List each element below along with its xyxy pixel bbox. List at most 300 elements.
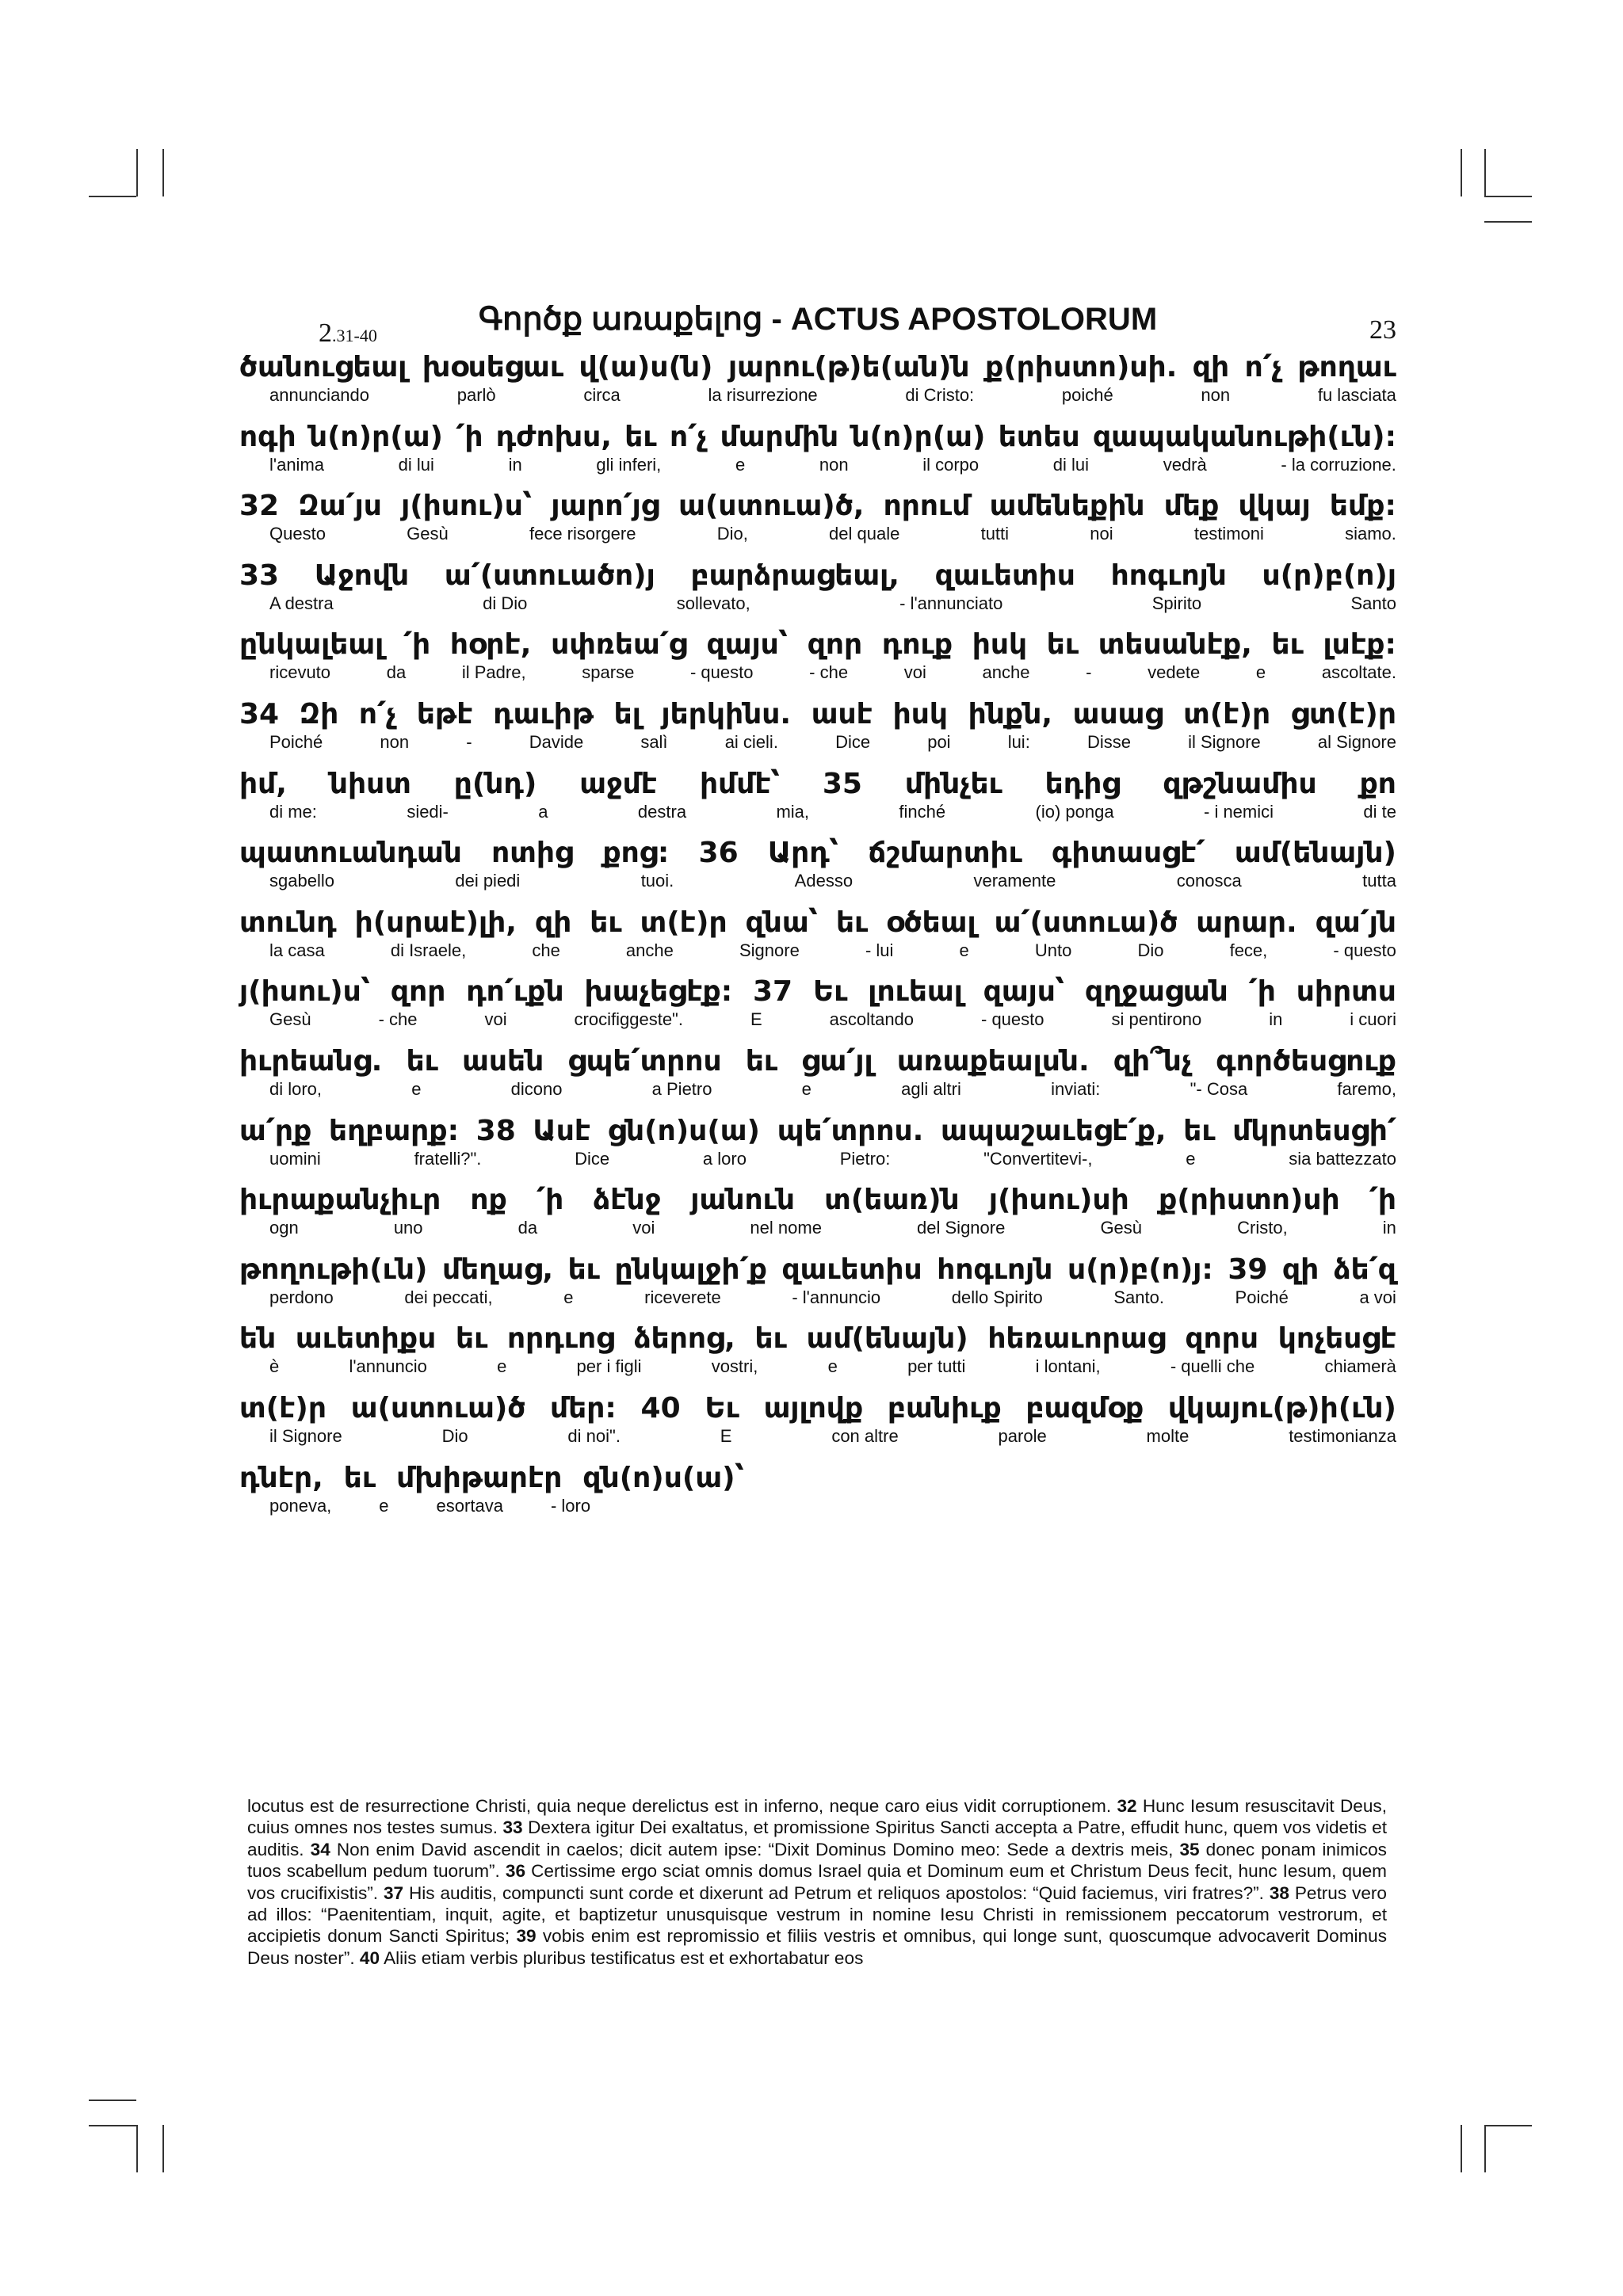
latin-segment: locutus est de resurrectione Christi, quia neque derelictus est in inferno, neque caro eius vidit corruptionem.: [247, 1796, 1117, 1816]
interlinear-line: [239, 1114, 1396, 1184]
armenian-word: զայս՝: [983, 975, 1065, 1009]
gloss-word: poi: [927, 731, 951, 752]
italian-gloss-line: [239, 385, 1396, 406]
armenian-word: հօրէ,: [449, 628, 532, 662]
gloss-word: - questo: [689, 662, 754, 683]
armenian-word: լսէք:: [1323, 628, 1396, 662]
gloss-word: Gesù: [269, 1009, 311, 1030]
armenian-word: ցա՛յլ: [801, 1044, 873, 1077]
gloss-word: ascoltando: [829, 1009, 915, 1030]
gloss-word: e: [735, 454, 746, 475]
armenian-word: եւ: [567, 1253, 600, 1286]
armenian-word: մխիթարէր: [396, 1461, 563, 1494]
gloss-word: riceverete: [644, 1287, 721, 1307]
interlinear-line: [239, 1253, 1396, 1322]
gloss-word: agli altri: [901, 1078, 961, 1099]
gloss-word: dicono: [510, 1078, 563, 1099]
gloss-word: tutti: [980, 524, 1010, 544]
armenian-word: արար.: [1196, 906, 1297, 939]
armenian-word: ցտ(է)ր: [1290, 697, 1396, 730]
verse-number: 38: [475, 1114, 516, 1147]
armenian-word: ը(նդ): [453, 767, 537, 800]
armenian-word: նիստ: [329, 767, 411, 800]
latin-verse-number: 32: [1117, 1796, 1137, 1816]
gloss-word: conosca: [1176, 871, 1242, 891]
italian-gloss-line: [239, 1218, 1396, 1238]
gloss-word: destra: [637, 801, 687, 822]
gloss-word: noi: [1090, 524, 1113, 544]
armenian-word: թողաւ: [1297, 351, 1396, 383]
interlinear-line: [239, 1391, 1396, 1461]
gloss-word: circa: [583, 385, 621, 405]
gloss-word: crocifiggeste".: [574, 1009, 683, 1030]
armenian-word: ն(ո)ր(ա): [308, 420, 443, 453]
latin-segment: Hunc Iesum resuscitavit Deus, cuius omnes nos testes sumus.: [247, 1796, 1388, 1838]
gloss-word: fu lasciata: [1317, 385, 1396, 405]
gloss-word: Disse: [1086, 731, 1131, 752]
gloss-word: Dice: [835, 731, 871, 752]
armenian-word: ձե՛զ: [1333, 1253, 1396, 1286]
armenian-line: [239, 836, 1396, 871]
interlinear-line: [239, 906, 1396, 975]
gloss-word: e: [411, 1078, 422, 1099]
armenian-word: որդւոց: [507, 1322, 615, 1356]
armenian-word: ս(ր)բ(ո)յ: [1262, 559, 1396, 592]
latin-segment: donec ponam inimicos tuos scabellum pedum tuorum”.: [247, 1839, 1387, 1882]
armenian-word: Զի: [299, 697, 339, 730]
gloss-word: nel nome: [750, 1218, 822, 1238]
gloss-word: - l'annunciato: [899, 593, 1003, 613]
latin-verse-number: 34: [310, 1839, 330, 1859]
armenian-line: [239, 489, 1396, 524]
gloss-word: - l'annuncio: [792, 1287, 881, 1307]
gloss-word: Poiché: [269, 731, 323, 752]
armenian-word: հեռաւորաց: [987, 1322, 1166, 1356]
latin-verse-number: 33: [502, 1817, 523, 1838]
armenian-word: գործեսցուք: [1216, 1044, 1396, 1077]
interlinear-line: [239, 350, 1396, 420]
armenian-word: ընկալեալ: [239, 628, 384, 662]
gloss-word: uno: [393, 1218, 423, 1238]
interlinear-line: [239, 767, 1396, 837]
armenian-word: զաւետիս: [934, 559, 1075, 592]
latin-segment: Dextera igitur Dei exaltatus, et promissione Spiritus Sancti accepta a Patre, effudit hunc, quem vos videtis et auditis.: [247, 1817, 1388, 1859]
verse-number: 36: [698, 837, 739, 870]
armenian-word: մեր:: [550, 1391, 617, 1425]
latin-verse-number: 40: [359, 1947, 380, 1968]
armenian-line: [239, 1183, 1396, 1218]
armenian-word: զի: [1192, 351, 1230, 383]
armenian-word: լուեալ: [868, 975, 963, 1009]
gloss-word: non: [819, 454, 849, 475]
gloss-word: tuoi.: [640, 871, 674, 891]
verse-number: 39: [1228, 1253, 1268, 1286]
gloss-word: a voi: [1359, 1287, 1396, 1307]
armenian-word: Զա՛յս: [298, 490, 382, 523]
armenian-word: մկրտեսցի՛: [1232, 1114, 1396, 1147]
gloss-word: Gesù: [407, 524, 449, 544]
gloss-word: sollevato,: [676, 593, 750, 613]
gloss-word: vedete: [1148, 662, 1201, 683]
armenian-word: տեսանէք,: [1098, 628, 1252, 662]
armenian-word: ս(ր)բ(ո)յ:: [1067, 1253, 1213, 1286]
gloss-word: per i figli: [576, 1356, 642, 1377]
armenian-word: ՛ի: [456, 420, 483, 453]
gloss-word: dei peccati,: [404, 1287, 493, 1307]
gloss-word: - lui: [865, 940, 894, 960]
italian-gloss-line: [239, 1426, 1396, 1447]
armenian-word: զթշնամիս: [1163, 767, 1317, 800]
gloss-word: il corpo: [922, 454, 980, 475]
italian-gloss-line: [239, 524, 1396, 544]
italian-gloss-line: [239, 1149, 1396, 1169]
gloss-word: siedi-: [407, 801, 449, 822]
interlinear-line: [239, 1322, 1396, 1391]
gloss-word: Santo.: [1113, 1287, 1164, 1307]
latin-segment: His auditis, compuncti sunt corde et dixerunt ad Petrum et reliquos apostolos: “Quid faciemus, viri fratres?”.: [403, 1882, 1270, 1903]
armenian-word: են: [239, 1322, 277, 1356]
gloss-word: Gesù: [1100, 1218, 1143, 1238]
gloss-word: e: [379, 1495, 389, 1516]
armenian-word: ծանուցեալ: [239, 351, 407, 383]
gloss-word: la risurrezione: [708, 385, 818, 405]
gloss-word: Poiché: [1235, 1287, 1289, 1307]
armenian-word: յերկինս.: [661, 697, 792, 730]
armenian-word: դուք: [881, 628, 953, 662]
armenian-word: որում: [883, 490, 971, 523]
armenian-word: քո: [1359, 767, 1396, 800]
armenian-word: իմ,: [239, 767, 287, 800]
armenian-word: ն(ո)ր(ա): [851, 420, 986, 453]
gloss-word: fece risorgere: [529, 524, 636, 544]
armenian-word: ՛ի: [403, 628, 431, 662]
armenian-word: յ(իսու)ս՝: [239, 975, 371, 1009]
interlinear-line: [239, 559, 1396, 628]
armenian-word: տ(է)ր: [640, 906, 727, 939]
gloss-word: ogn: [269, 1218, 299, 1238]
armenian-word: իւրեանց.: [239, 1044, 383, 1077]
armenian-word: զնա՝: [745, 906, 818, 939]
armenian-word: եւ: [343, 1461, 376, 1494]
gloss-word: con altre: [831, 1425, 899, 1446]
gloss-word: chiamerà: [1324, 1356, 1396, 1377]
italian-gloss-line: [239, 662, 1396, 683]
gloss-word: esortava: [436, 1495, 503, 1516]
gloss-word: perdono: [269, 1287, 334, 1307]
gloss-word: voi: [632, 1218, 655, 1238]
gloss-word: - la corruzione.: [1281, 454, 1396, 475]
armenian-word: իմմէ՝: [699, 767, 780, 800]
armenian-word: ճշմարտիւ: [868, 837, 1022, 870]
gloss-word: annunciando: [269, 385, 370, 405]
verse-number: 37: [753, 975, 793, 1009]
gloss-word: il Padre,: [461, 662, 526, 683]
interlinear-text: [239, 350, 1396, 1530]
armenian-word: Ասէ: [533, 1114, 591, 1147]
gloss-word: Dio: [441, 1425, 468, 1446]
gloss-word: di te: [1363, 801, 1396, 822]
armenian-word: տ(է)ր: [239, 1391, 327, 1425]
armenian-word: ասաց: [1072, 697, 1163, 730]
gloss-word: a: [538, 801, 548, 822]
latin-verse-number: 36: [505, 1861, 526, 1882]
armenian-word: ոք: [470, 1184, 507, 1217]
armenian-word: բանիւք: [887, 1391, 1002, 1425]
interlinear-line: [239, 697, 1396, 767]
armenian-word: զայս՝: [706, 628, 789, 662]
armenian-word: յ(իսու)սի: [988, 1184, 1129, 1217]
gloss-word: fece,: [1229, 940, 1268, 960]
gloss-word: l'annuncio: [349, 1356, 427, 1377]
gloss-word: siamo.: [1345, 524, 1396, 544]
gloss-word: e: [563, 1287, 574, 1307]
armenian-word: օծեալ: [886, 906, 976, 939]
gloss-word: i cuori: [1350, 1009, 1396, 1030]
armenian-word: եւ: [455, 1322, 488, 1356]
armenian-word: ապաշաւեցէ՛ք,: [941, 1114, 1167, 1147]
latin-segment: Certissime ergo sciat omnis domus Israel quia et Dominum eum et Christum Deus fecit, hunc Iesum, quem vos crucifixistis”.: [247, 1861, 1387, 1903]
armenian-word: կոչեսցէ: [1277, 1322, 1396, 1356]
armenian-word: պե՛տրոս.: [777, 1114, 924, 1147]
running-title: Գործք առաքելոց - ACTUS APOSTOLORUM: [478, 302, 1158, 337]
armenian-word: եդից: [1044, 767, 1121, 800]
page-header: [239, 295, 1396, 350]
gloss-word: - che: [809, 662, 849, 683]
armenian-word: ցպե՛տրոս: [567, 1044, 722, 1077]
armenian-line: [239, 1253, 1396, 1287]
armenian-word: դժոխս,: [495, 420, 612, 453]
armenian-word: դո՛ւքն: [466, 975, 564, 1009]
armenian-word: եւ: [1271, 628, 1304, 662]
gloss-word: uomini: [269, 1148, 321, 1169]
gloss-word: il Signore: [269, 1425, 342, 1446]
armenian-line: [239, 1114, 1396, 1149]
armenian-word: ա(ստուա)ծ: [350, 1391, 526, 1425]
gloss-word: "- Cosa: [1190, 1078, 1248, 1099]
armenian-word: Եւ: [705, 1391, 739, 1425]
gloss-word: di lui: [398, 454, 434, 475]
armenian-word: թողութի(ւն): [239, 1253, 428, 1286]
armenian-word: այլովք: [763, 1391, 864, 1425]
gloss-word: A destra: [269, 593, 334, 613]
armenian-word: ո՛չ: [1244, 351, 1282, 383]
armenian-word: յ(իսու)ս՝: [401, 490, 533, 523]
gloss-word: ascoltate.: [1321, 662, 1396, 683]
armenian-word: ՛ի: [537, 1184, 564, 1217]
gloss-word: del quale: [829, 524, 900, 544]
italian-gloss-line: [239, 940, 1396, 961]
armenian-line: [239, 767, 1396, 802]
gloss-word: di loro,: [269, 1078, 323, 1099]
gloss-word: fratelli?".: [414, 1148, 482, 1169]
armenian-word: հոգւոյն: [1110, 559, 1227, 592]
gloss-word: -: [1086, 662, 1092, 683]
gloss-word: l'anima: [269, 454, 325, 475]
gloss-word: a Pietro: [651, 1078, 712, 1099]
gloss-word: Signore: [739, 940, 800, 960]
armenian-word: ետես: [998, 420, 1080, 453]
italian-gloss-line: [239, 732, 1396, 753]
gloss-word: vedrà: [1163, 454, 1207, 475]
gloss-word: - loro: [550, 1495, 591, 1516]
armenian-word: սիրտս: [1296, 975, 1396, 1009]
gloss-word: testimoni: [1193, 524, 1264, 544]
verse-number: 34: [239, 697, 280, 730]
italian-gloss-line: [239, 871, 1396, 891]
gloss-word: Cristo,: [1237, 1218, 1288, 1238]
italian-gloss-line: [239, 593, 1396, 614]
gloss-word: del Signore: [917, 1218, 1006, 1238]
gloss-word: non: [1201, 385, 1231, 405]
armenian-word: Եւ: [812, 975, 848, 1009]
italian-gloss-line: [239, 802, 1396, 822]
verse-number: 40: [640, 1391, 681, 1425]
armenian-word: եւ: [590, 906, 622, 939]
armenian-word: ինքն,: [968, 697, 1053, 730]
armenian-word: իւրաքանչիւր: [239, 1184, 441, 1217]
armenian-word: եղբարք:: [329, 1114, 459, 1147]
gloss-word: poneva,: [269, 1495, 332, 1516]
armenian-line: [239, 1391, 1396, 1426]
interlinear-line: [239, 974, 1396, 1044]
armenian-line: [239, 974, 1396, 1009]
italian-gloss-line: [239, 1356, 1396, 1377]
armenian-word: զղջացան: [1085, 975, 1228, 1009]
gloss-word: gli inferi,: [596, 454, 662, 475]
gloss-word: Santo: [1350, 593, 1396, 613]
gloss-word: - quelli che: [1170, 1356, 1255, 1377]
gloss-word: - questo: [981, 1009, 1044, 1030]
armenian-word: ա՛(ստուածո)յ: [444, 559, 655, 592]
armenian-word: զապականութի(ւն):: [1093, 420, 1396, 453]
armenian-word: յանուն: [690, 1184, 795, 1217]
gloss-word: salì: [640, 731, 668, 752]
gloss-word: tutta: [1362, 871, 1396, 891]
gloss-word: "Convertitevi-,: [983, 1148, 1093, 1169]
armenian-word: վ(ա)ս(ն): [579, 351, 713, 383]
armenian-word: եւ: [754, 1322, 787, 1356]
gloss-word: Pietro:: [839, 1148, 891, 1169]
gloss-word: - che: [378, 1009, 418, 1030]
armenian-word: զոր: [390, 975, 446, 1009]
gloss-word: i lontani,: [1035, 1356, 1101, 1377]
interlinear-line: [239, 1044, 1396, 1114]
latin-verse-number: 35: [1179, 1839, 1200, 1859]
interlinear-line: [239, 1183, 1396, 1253]
gloss-word: in: [1269, 1009, 1283, 1030]
gloss-word: Davide: [529, 731, 584, 752]
gloss-word: Dio: [1137, 940, 1164, 960]
verse-number: 35: [822, 767, 862, 800]
gloss-word: in: [508, 454, 522, 475]
armenian-line: [239, 1044, 1396, 1079]
gloss-word: Dio,: [716, 524, 748, 544]
verse-number: 32: [239, 490, 280, 523]
gloss-word: di me:: [269, 801, 317, 822]
armenian-word: խօսեցաւ: [422, 351, 564, 383]
gloss-word: testimonianza: [1289, 1425, 1396, 1446]
gloss-word: vostri,: [711, 1356, 758, 1377]
gloss-word: parole: [998, 1425, 1047, 1446]
armenian-word: տունդ: [239, 906, 337, 939]
gloss-word: e: [1255, 662, 1266, 683]
armenian-word: զի՞նչ: [1113, 1044, 1193, 1077]
gloss-word: Unto: [1034, 940, 1072, 960]
armenian-word: բազմօք: [1025, 1391, 1144, 1425]
gloss-word: a loro: [702, 1148, 747, 1169]
armenian-word: ամ(ենայն): [806, 1322, 968, 1356]
gloss-word: e: [801, 1078, 812, 1099]
armenian-word: աւետիքս: [295, 1322, 437, 1356]
armenian-word: յարո՛յց: [551, 490, 659, 523]
armenian-line: [239, 697, 1396, 732]
gloss-word: al Signore: [1317, 731, 1396, 752]
armenian-word: ա՛րք: [239, 1114, 312, 1147]
chapter-number: 2: [319, 318, 332, 348]
gloss-word: dello Spirito: [951, 1287, 1043, 1307]
armenian-word: մարմին: [720, 420, 839, 453]
interlinear-line: [239, 627, 1396, 697]
armenian-line: [239, 559, 1396, 593]
gloss-word: molte: [1146, 1425, 1190, 1446]
armenian-word: ա՛(ստուա)ծ: [994, 906, 1178, 939]
armenian-word: ամ(ենայն): [1234, 837, 1396, 870]
gloss-word: anche: [625, 940, 674, 960]
gloss-word: ricevuto: [269, 662, 331, 683]
italian-gloss-line: [239, 1496, 1396, 1516]
verse-range: .31-40: [332, 326, 377, 345]
armenian-word: եւ: [406, 1044, 438, 1077]
armenian-word: բարձրացեալ,: [690, 559, 899, 592]
gloss-word: lui:: [1007, 731, 1030, 752]
gloss-word: e: [497, 1356, 507, 1377]
gloss-word: di noi".: [567, 1425, 621, 1446]
armenian-line: [239, 1322, 1396, 1356]
italian-gloss-line: [239, 1079, 1396, 1100]
armenian-line: [239, 627, 1396, 662]
gloss-word: non: [380, 731, 410, 752]
armenian-word: տ(է)ր: [1183, 697, 1271, 730]
armenian-word: Արդ՝: [767, 837, 838, 870]
gloss-word: è: [269, 1356, 280, 1377]
armenian-word: ի(սրաէ)լի,: [354, 906, 517, 939]
armenian-word: դաւիթ: [493, 697, 594, 730]
gloss-word: - questo: [1333, 940, 1396, 960]
gloss-word: parlò: [456, 385, 496, 405]
armenian-word: եւ: [835, 906, 869, 939]
armenian-word: զա՛յն: [1315, 906, 1396, 939]
latin-segment: Non enim David ascendit in caelos; dicit autem ipse: “Dixit Dominus Domino meo: Sede a dextris meis,: [330, 1839, 1180, 1859]
gloss-word: Adesso: [794, 871, 854, 891]
gloss-word: da: [386, 662, 407, 683]
armenian-word: ոգի: [239, 420, 296, 453]
armenian-word: ոտից: [491, 837, 574, 870]
gloss-word: anche: [982, 662, 1030, 683]
armenian-word: տ(եառ)ն: [824, 1184, 960, 1217]
armenian-word: վկայու(թ)ի(ւն): [1167, 1391, 1396, 1425]
latin-verse-number: 37: [383, 1882, 404, 1903]
gloss-word: -: [466, 731, 472, 752]
gloss-word: di Dio: [483, 593, 528, 613]
armenian-word: առաքեալսն.: [896, 1044, 1090, 1077]
armenian-word: Աջովն: [314, 559, 410, 592]
armenian-word: զի: [534, 906, 572, 939]
armenian-word: ՛ի: [1248, 975, 1276, 1009]
latin-vulgate-text: [247, 1795, 1387, 1969]
armenian-word: ո՛չ: [358, 697, 397, 730]
gloss-word: in: [1382, 1218, 1396, 1238]
armenian-word: ա(ստուա)ծ,: [678, 490, 865, 523]
